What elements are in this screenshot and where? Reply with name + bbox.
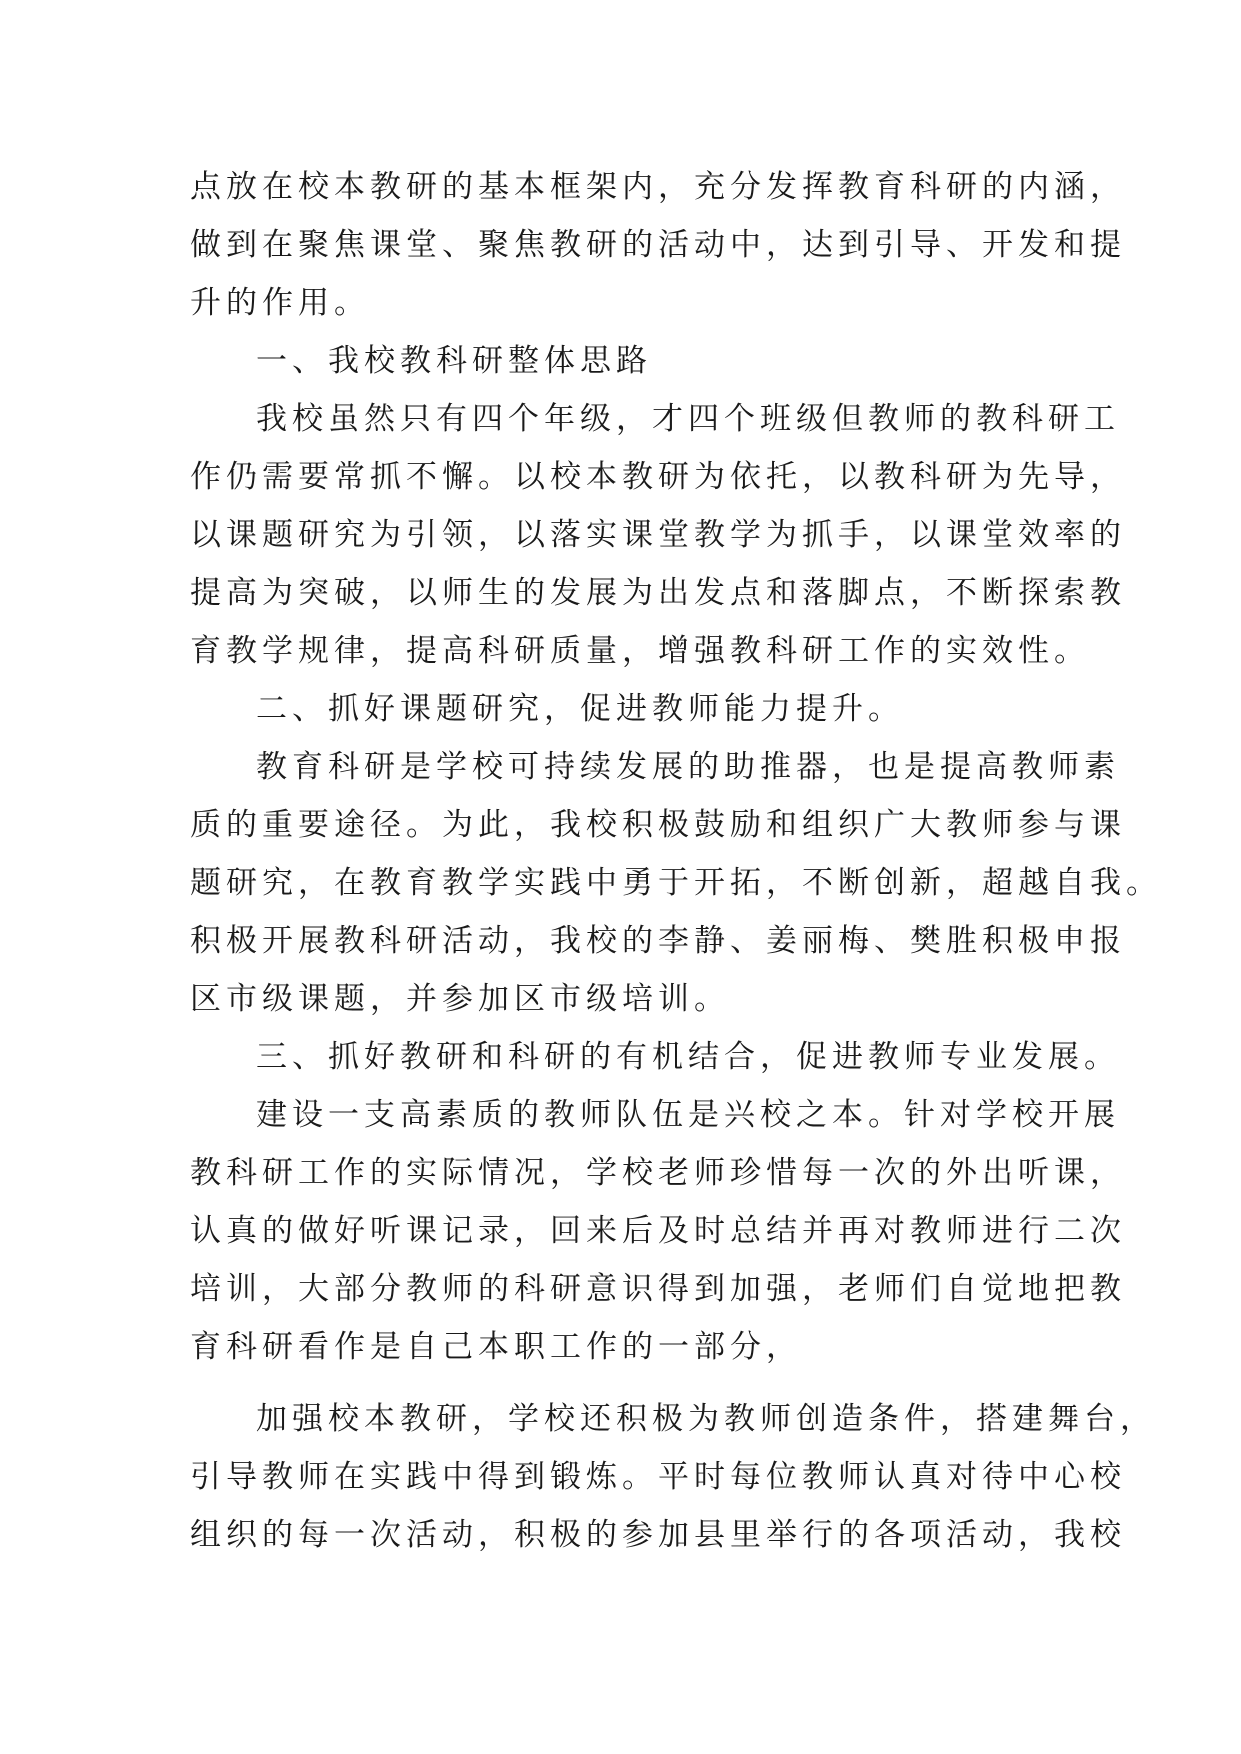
text-line: 题研究，在教育教学实践中勇于开拓，不断创新，超越自我。 [190,865,1162,901]
text-line: 组织的每一次活动，积极的参加县里举行的各项活动，我校 [190,1517,1126,1553]
text-line: 育科研看作是自己本职工作的一部分， [190,1329,802,1365]
text-line: 教育科研是学校可持续发展的助推器，也是提高教师素 [256,749,1120,785]
section-heading-1: 一、我校教科研整体思路 [256,343,652,379]
text-line: 我校虽然只有四个年级，才四个班级但教师的教科研工 [256,401,1120,437]
text-line: 提高为突破，以师生的发展为出发点和落脚点，不断探索教 [190,575,1126,611]
text-line: 认真的做好听课记录，回来后及时总结并再对教师进行二次 [190,1213,1126,1249]
text-line: 以课题研究为引领，以落实课堂教学为抓手，以课堂效率的 [190,517,1126,553]
text-line: 做到在聚焦课堂、聚焦教研的活动中，达到引导、开发和提 [190,227,1126,263]
text-line: 作仍需要常抓不懈。以校本教研为依托，以教科研为先导， [190,459,1126,495]
text-line: 建设一支高素质的教师队伍是兴校之本。针对学校开展 [256,1097,1120,1133]
document-body [190,158,1162,1564]
text-line: 质的重要途径。为此，我校积极鼓励和组织广大教师参与课 [190,807,1126,843]
text-line: 加强校本教研，学校还积极为教师创造条件，搭建舞台， [256,1401,1156,1437]
text-line: 教科研工作的实际情况，学校老师珍惜每一次的外出听课， [190,1155,1126,1191]
text-line: 引导教师在实践中得到锻炼。平时每位教师认真对待中心校 [190,1459,1126,1495]
text-line: 升的作用。 [190,285,370,321]
section-heading-3: 三、抓好教研和科研的有机结合，促进教师专业发展。 [256,1039,1120,1075]
text-line: 区市级课题，并参加区市级培训。 [190,981,730,1017]
text-line: 育教学规律，提高科研质量，增强教科研工作的实效性。 [190,633,1090,669]
section-heading-2: 二、抓好课题研究，促进教师能力提升。 [256,691,904,727]
text-line: 点放在校本教研的基本框架内，充分发挥教育科研的内涵， [190,169,1126,205]
text-line: 培训，大部分教师的科研意识得到加强，老师们自觉地把教 [190,1271,1126,1307]
text-line: 积极开展教科研活动，我校的李静、姜丽梅、樊胜积极申报 [190,923,1126,959]
